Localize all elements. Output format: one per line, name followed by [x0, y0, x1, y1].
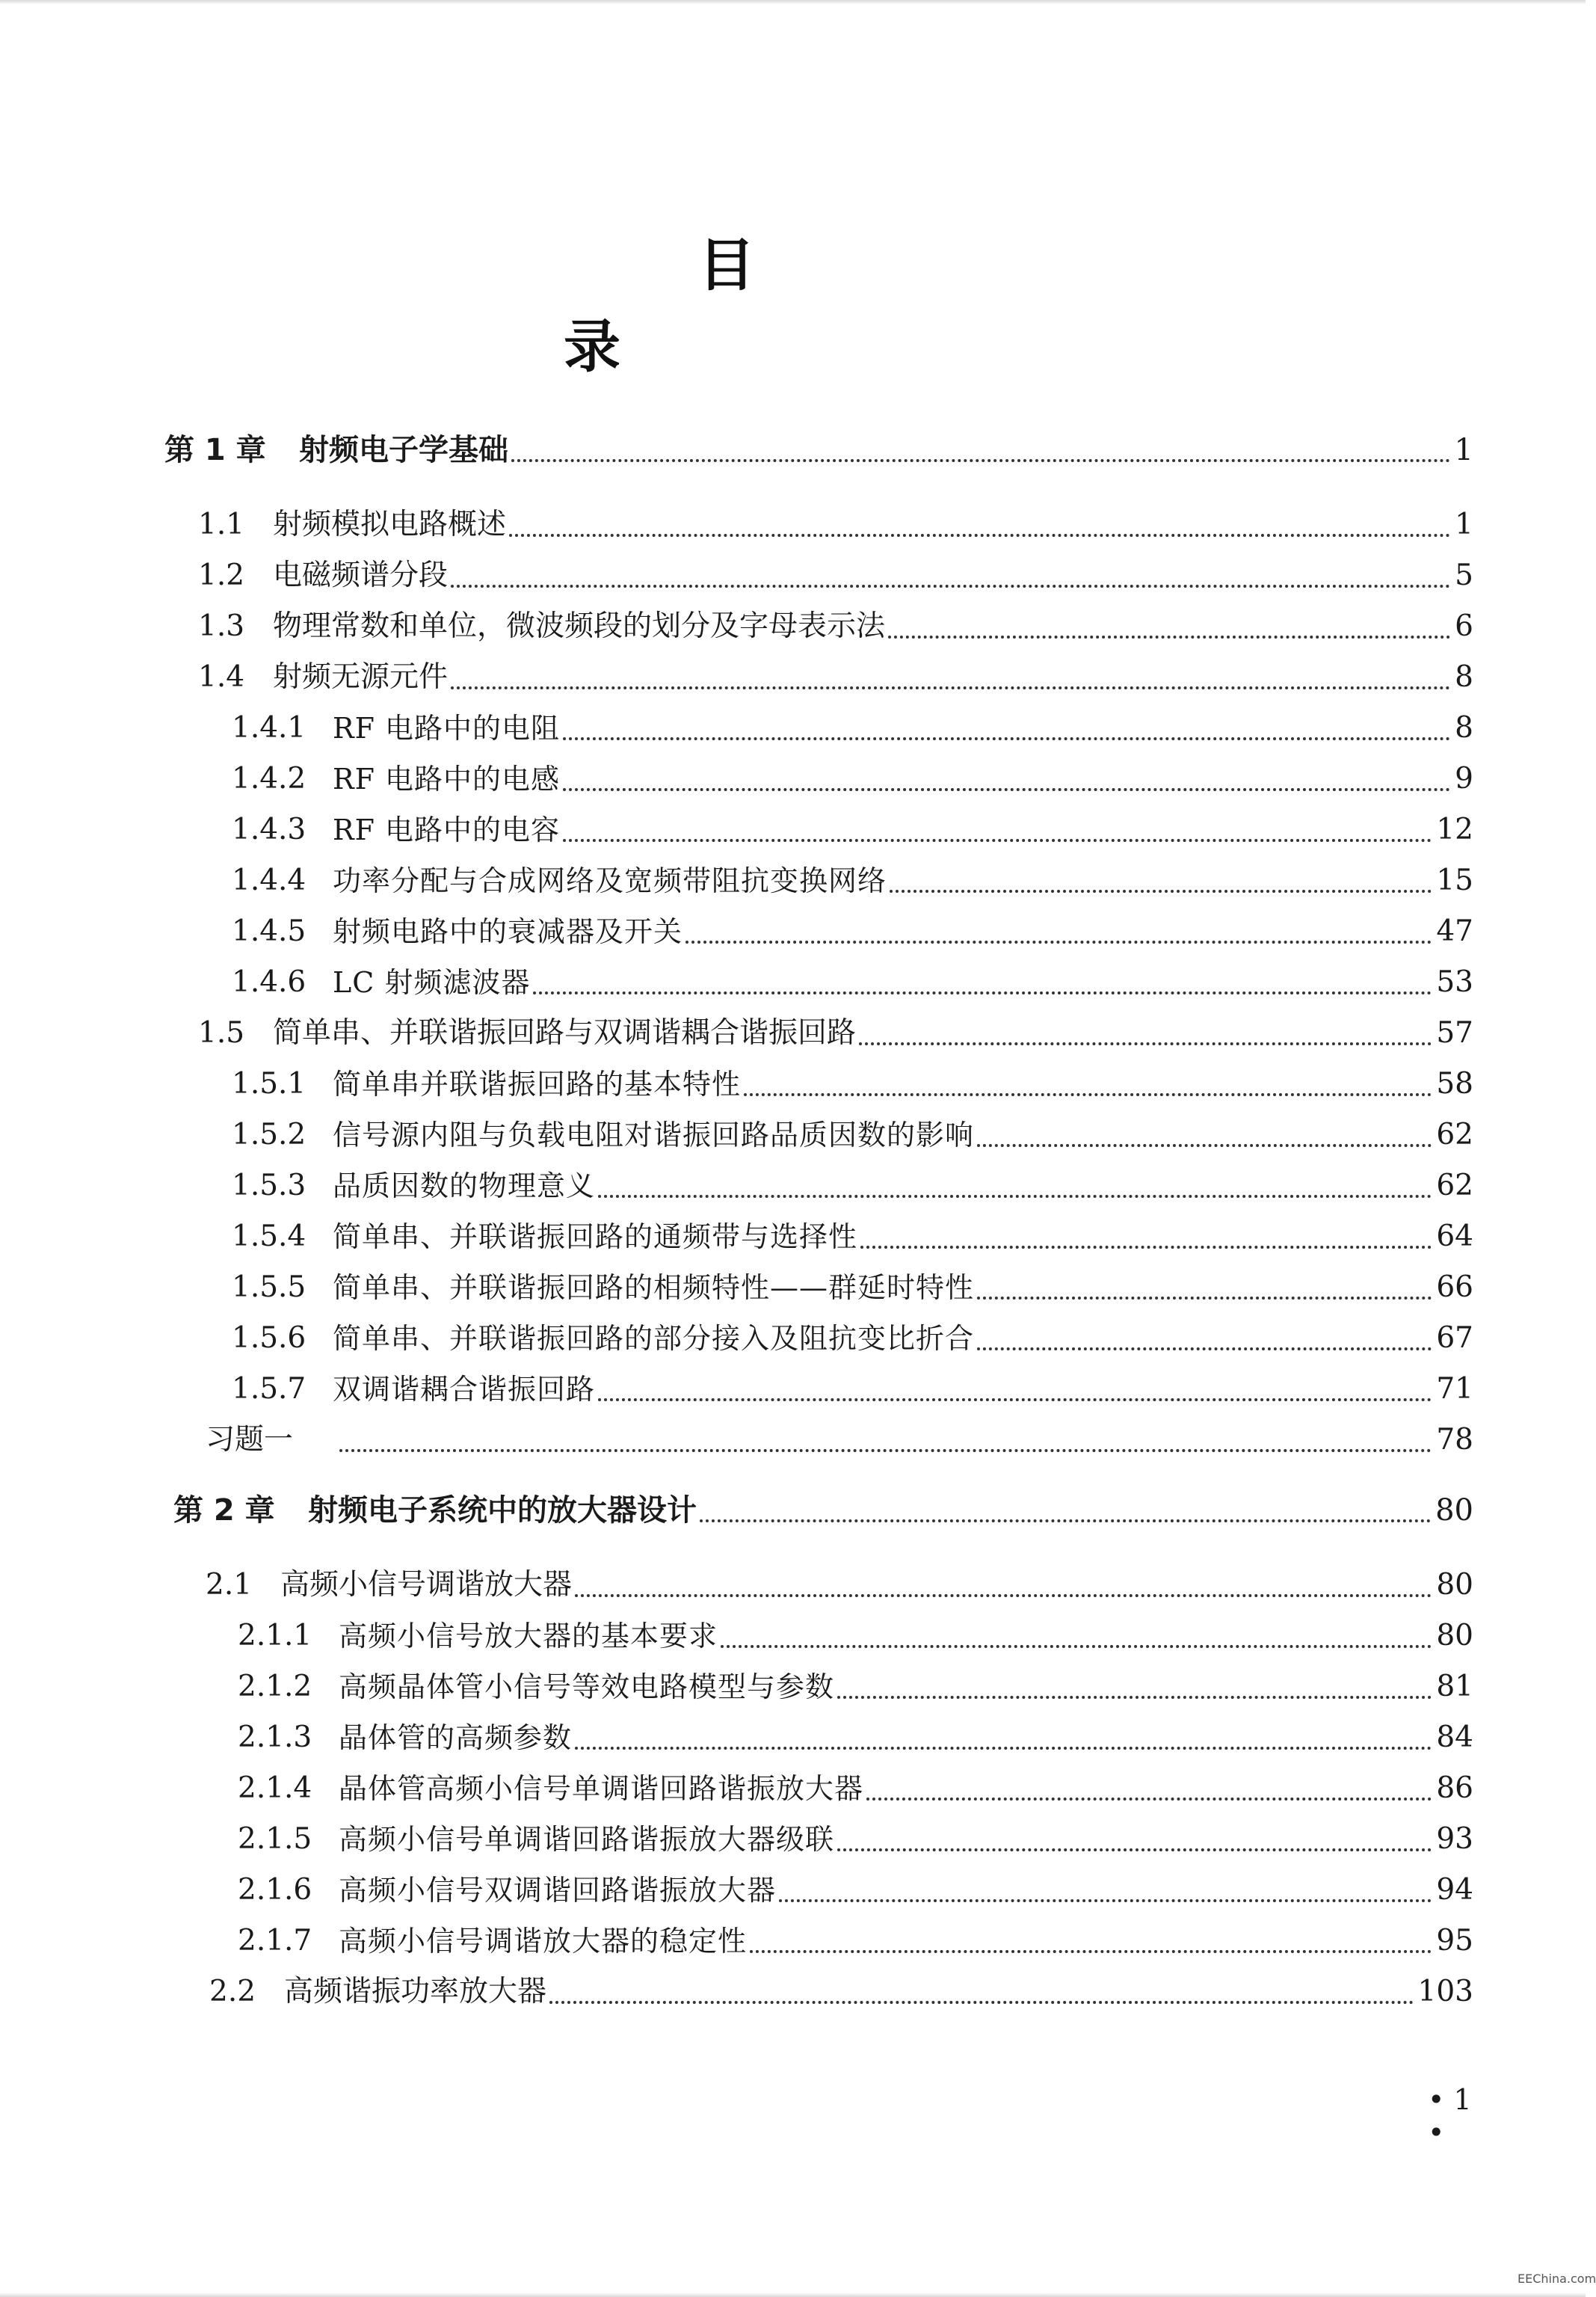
toc-title: 电磁频谱分段 [273, 559, 449, 592]
toc-subsection-1-4-1 [232, 706, 1473, 751]
toc-number: 第 1 章 [164, 433, 266, 467]
toc-page: 81 [1436, 1670, 1473, 1703]
toc-leader [451, 585, 1450, 588]
toc-title: RF 电路中的电感 [333, 763, 561, 796]
toc-title: 晶体管的高频参数 [339, 1721, 573, 1754]
toc-leader [575, 1594, 1432, 1597]
toc-leader [685, 941, 1432, 944]
toc-page: 84 [1436, 1721, 1473, 1754]
toc-page: 53 [1436, 965, 1473, 999]
toc-subsection-2-1-1 [238, 1614, 1473, 1658]
toc-title: 功率分配与合成网络及宽频带阻抗变换网络 [333, 864, 887, 897]
toc-subsection-2-1-3 [238, 1715, 1473, 1760]
toc-section-1-2 [198, 553, 1473, 598]
toc-subsection-1-4-6 [232, 960, 1473, 1005]
toc-number: 1.2 [198, 559, 245, 592]
toc-page: 8 [1455, 660, 1473, 694]
toc-section-1-1 [198, 502, 1473, 547]
toc-subsection-1-5-1 [232, 1062, 1473, 1107]
toc-title: 信号源内阻与负载电阻对谐振回路品质因数的影响 [333, 1119, 975, 1151]
toc-page: 95 [1436, 1924, 1473, 1958]
toc-section-1-4 [198, 655, 1473, 700]
toc-leader [859, 1042, 1432, 1045]
toc-section-1-5 [198, 1011, 1473, 1056]
toc-leader [977, 1297, 1432, 1300]
toc-page: 1 [1455, 508, 1473, 541]
toc-leader [721, 1645, 1432, 1648]
toc-leader [700, 1519, 1431, 1522]
page-number: • 1 • [1428, 2083, 1472, 2149]
toc-title: 射频电路中的衰减器及开关 [333, 915, 683, 948]
toc-title: 高频谐振功率放大器 [284, 1975, 547, 2008]
page-title: 目 录 [564, 232, 1081, 380]
toc-leader [890, 890, 1432, 893]
toc-subsection-2-1-7 [238, 1919, 1473, 1964]
toc-chapter-2 [173, 1488, 1473, 1533]
toc-page: 6 [1455, 609, 1473, 643]
toc-number: 1.5.3 [232, 1169, 306, 1202]
watermark: EEChina.com [1518, 2272, 1596, 2286]
toc-page: 5 [1455, 559, 1473, 592]
toc-leader [866, 1798, 1432, 1801]
toc-subsection-1-4-2 [232, 757, 1473, 802]
toc-title: 射频电子学基础 [299, 433, 508, 467]
toc-title: RF 电路中的电容 [333, 814, 561, 846]
toc-page: 66 [1436, 1270, 1473, 1304]
toc-subsection-1-4-3 [232, 808, 1473, 852]
toc-leader [563, 737, 1450, 740]
toc-subsection-1-5-3 [232, 1163, 1473, 1208]
toc-number: 1.3 [198, 609, 245, 643]
toc-leader [977, 1347, 1432, 1350]
toc-title: 品质因数的物理意义 [333, 1169, 596, 1202]
toc-section-2-1 [206, 1563, 1473, 1608]
toc-number: 2.2 [209, 1975, 256, 2008]
toc-title: 晶体管高频小信号单调谐回路谐振放大器 [339, 1772, 864, 1805]
toc-title: 物理常数和单位，微波频段的划分及字母表示法 [273, 609, 886, 643]
toc-subsection-2-1-2 [238, 1664, 1473, 1709]
toc-number: 2.1.3 [238, 1721, 312, 1754]
toc-chapter-1 [164, 428, 1473, 473]
toc-number: 1.4.6 [232, 965, 306, 999]
toc-number: 1.1 [198, 508, 245, 541]
toc-leader [563, 788, 1450, 791]
toc-number: 1.5 [198, 1016, 245, 1050]
toc-leader [533, 991, 1432, 994]
toc-leader [837, 1848, 1432, 1851]
toc-page: 62 [1436, 1169, 1473, 1202]
toc-subsection-1-5-7 [232, 1367, 1473, 1412]
toc-number: 习题一 [206, 1423, 294, 1457]
toc-page: 9 [1455, 762, 1473, 796]
toc-title: 高频小信号放大器的基本要求 [339, 1620, 718, 1652]
toc-subsection-2-1-5 [238, 1817, 1473, 1862]
toc-page: 12 [1436, 813, 1473, 846]
toc-page: 1 [1454, 433, 1473, 467]
toc-number: 1.4.5 [232, 914, 306, 948]
toc-page: 67 [1436, 1321, 1473, 1355]
toc-title: 高频小信号调谐放大器 [280, 1568, 573, 1602]
toc-leader [511, 459, 1450, 462]
toc-number: 1.5.6 [232, 1321, 306, 1355]
toc-leader [509, 534, 1450, 537]
toc-number: 1.5.5 [232, 1270, 306, 1304]
toc-leader [339, 1449, 1432, 1452]
toc-number: 1.4.4 [232, 864, 306, 897]
toc-title: LC 射频滤波器 [333, 966, 531, 999]
toc-title: 射频模拟电路概述 [273, 508, 507, 541]
toc-page: 94 [1436, 1873, 1473, 1907]
toc-number: 1.5.7 [232, 1372, 306, 1406]
toc-subsection-1-5-5 [232, 1265, 1473, 1310]
toc-number: 2.1.5 [238, 1822, 312, 1856]
toc-subsection-1-4-4 [232, 858, 1473, 903]
toc-subsection-1-5-2 [232, 1113, 1473, 1157]
toc-subsection-1-4-5 [232, 909, 1473, 954]
toc-subsection-2-1-4 [238, 1766, 1473, 1811]
toc-number: 2.1.4 [238, 1771, 312, 1805]
toc-page: 93 [1436, 1822, 1473, 1856]
toc-title: 高频小信号调谐放大器的稳定性 [339, 1925, 748, 1958]
toc-title: 射频电子系统中的放大器设计 [308, 1493, 697, 1528]
toc-title: 射频无源元件 [273, 660, 449, 694]
toc-title: 简单串并联谐振回路的基本特性 [333, 1068, 742, 1101]
toc-leader [888, 636, 1450, 639]
toc-page: 71 [1436, 1372, 1473, 1406]
toc-leader [563, 839, 1432, 842]
toc-title: 高频小信号双调谐回路谐振放大器 [339, 1874, 777, 1907]
toc-number: 2.1.7 [238, 1924, 312, 1958]
toc-title: 简单串、并联谐振回路的部分接入及阻抗变比折合 [333, 1322, 975, 1355]
toc-number: 1.4.2 [232, 762, 306, 796]
toc-leader [860, 1246, 1432, 1249]
toc-page: 86 [1436, 1771, 1473, 1805]
toc-leader [575, 1747, 1432, 1750]
toc-number: 第 2 章 [173, 1493, 275, 1528]
toc-title: 简单串、并联谐振回路的通频带与选择性 [333, 1220, 858, 1253]
toc-title: 高频小信号单调谐回路谐振放大器级联 [339, 1823, 835, 1856]
toc-page: 103 [1417, 1975, 1473, 2008]
toc-leader [598, 1195, 1432, 1198]
toc-leader [750, 1950, 1432, 1953]
toc-exercise-1 [206, 1418, 1473, 1463]
toc-number: 2.1 [206, 1568, 253, 1602]
toc-page: 80 [1435, 1493, 1473, 1528]
toc-number: 1.5.1 [232, 1067, 306, 1101]
toc-number: 1.5.4 [232, 1220, 306, 1253]
toc-page: 62 [1436, 1118, 1473, 1151]
toc-number: 1.4.1 [232, 711, 306, 745]
toc-title: 高频晶体管小信号等效电路模型与参数 [339, 1670, 835, 1703]
toc-page: 15 [1436, 864, 1473, 897]
toc-leader [744, 1093, 1432, 1096]
toc-number: 2.1.6 [238, 1873, 312, 1907]
toc-subsection-2-1-6 [238, 1868, 1473, 1913]
toc-number: 1.4.3 [232, 813, 306, 846]
toc-title: 双调谐耦合谐振回路 [333, 1373, 596, 1406]
toc-page: 80 [1436, 1619, 1473, 1652]
toc-leader [837, 1696, 1432, 1699]
scan-edge-bottom [0, 2293, 1586, 2297]
toc-page: 8 [1455, 711, 1473, 745]
toc-page: 57 [1436, 1016, 1473, 1050]
toc-page: 64 [1436, 1220, 1473, 1253]
toc-section-1-3 [198, 604, 1473, 649]
toc-page: 47 [1436, 914, 1473, 948]
toc-leader [598, 1398, 1432, 1401]
toc-page: 58 [1436, 1067, 1473, 1101]
toc-title: 简单串、并联谐振回路的相频特性——群延时特性 [333, 1271, 975, 1304]
toc-number: 1.4 [198, 660, 245, 694]
toc-section-2-2 [209, 1969, 1473, 2014]
toc-number: 2.1.1 [238, 1619, 312, 1652]
toc-leader [977, 1144, 1432, 1147]
toc-title: RF 电路中的电阻 [333, 712, 561, 745]
toc-leader [549, 2001, 1414, 2004]
toc-number: 1.5.2 [232, 1118, 306, 1151]
toc-page: 78 [1436, 1423, 1473, 1457]
toc-subsection-1-5-6 [232, 1316, 1473, 1361]
toc-leader [779, 1899, 1432, 1902]
toc-number: 2.1.2 [238, 1670, 312, 1703]
toc-title: 简单串、并联谐振回路与双调谐耦合谐振回路 [273, 1016, 857, 1050]
toc-subsection-1-5-4 [232, 1214, 1473, 1259]
toc-leader [451, 686, 1450, 689]
toc-page: 80 [1436, 1568, 1473, 1602]
